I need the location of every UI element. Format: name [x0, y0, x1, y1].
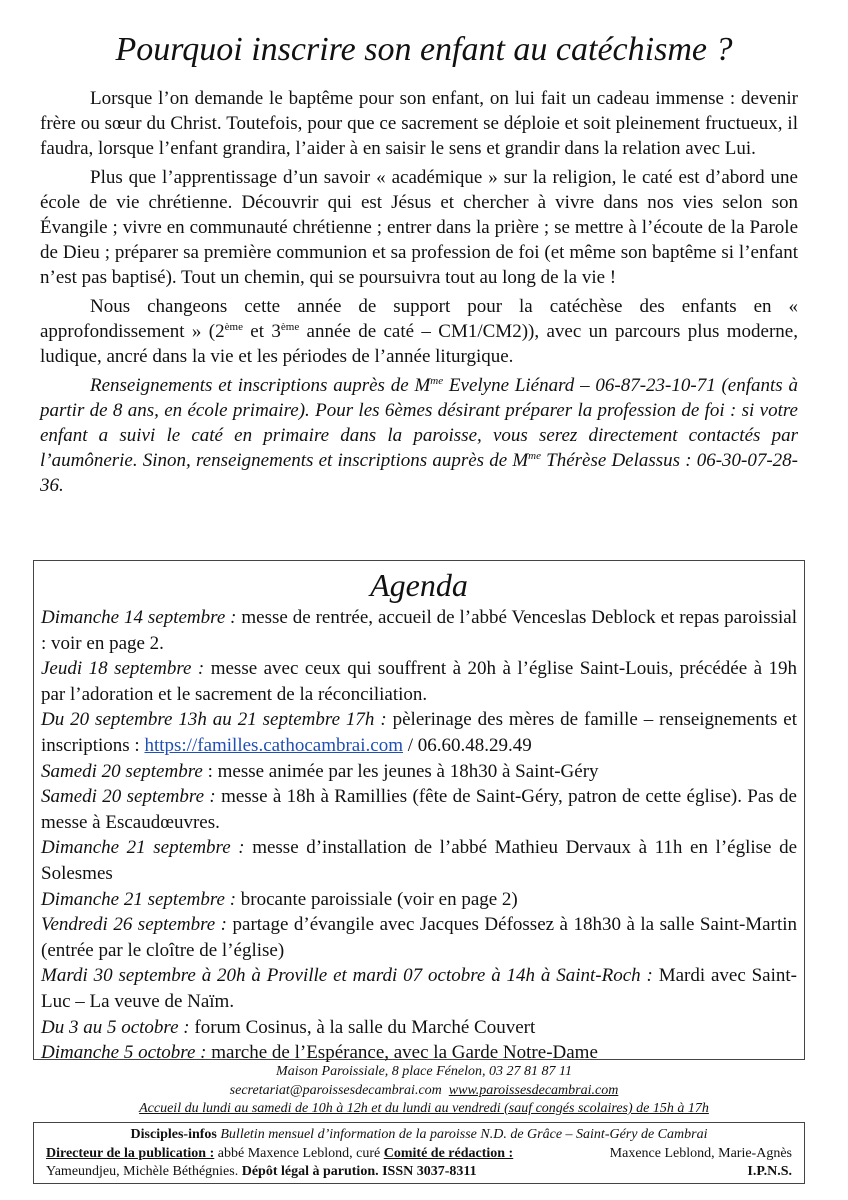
intro-paragraph: Lorsque l’on demande le baptême pour son enfant, on lui fait un cadeau immense : devenir frère ou sœur du Christ. Toutefois, pour que ce sacrement se déploie et soit pleinement fructueux, il faudra, lorsque l’enfant grandira, l’aider à en saisir le sens et grandir dans la relation avec Lui. [40, 88, 798, 159]
agenda-date: Dimanche 5 octobre : [41, 1042, 207, 1064]
parish-contact [0, 1063, 848, 1119]
agenda-description: forum Cosinus, à la salle du Marché Couvert [189, 1016, 536, 1038]
superscript: ème [280, 321, 300, 333]
agenda-description: Mardi avec Saint-Luc – La veuve de Naïm. [41, 965, 797, 1012]
colophon-box [33, 1122, 805, 1184]
superscript: me [430, 375, 444, 387]
agenda-date: Dimanche 21 septembre : [41, 888, 237, 910]
contact-line [0, 1082, 848, 1101]
registration-info [40, 373, 798, 498]
agenda-date: Du 20 septembre 13h au 21 septembre 17h : [41, 709, 387, 731]
publication-line [46, 1126, 792, 1145]
agenda-description: brocante paroissiale (voir en page 2) [236, 888, 518, 910]
committee-members: Maxence Leblond, Marie-Agnès [609, 1145, 792, 1161]
website-link[interactable]: www.paroissesdecambrai.com [448, 1082, 619, 1098]
legal-line [46, 1163, 792, 1182]
agenda-description: messe d’installation de l’abbé Mathieu Dervaux à 11h en l’église de Solesmes [41, 837, 797, 884]
text-run: Nous changeons cette année de support pour la catéchèse des enfants en « approfondissement » (2 [40, 296, 798, 342]
agenda-item [41, 784, 797, 835]
ipns-label: I.P.N.S. [747, 1164, 792, 1179]
agenda-phone: / 06.60.48.29.49 [403, 734, 532, 756]
agenda-item [41, 1015, 797, 1041]
agenda-list [41, 605, 797, 1066]
agenda-description: messe de rentrée, accueil de l’abbé Venceslas Deblock et repas paroissial : voir en page 2. [41, 607, 797, 654]
editorial-line [46, 1145, 792, 1164]
director-label: Directeur de la publication : [46, 1145, 215, 1161]
intro-paragraph [40, 294, 798, 369]
agenda-item [41, 963, 797, 1014]
director-name: abbé Maxence Leblond, curé [214, 1145, 384, 1161]
agenda-date: Dimanche 14 septembre : [41, 607, 237, 628]
superscript: me [528, 450, 541, 462]
email-address[interactable]: secretariat@paroissesdecambrai.com [229, 1082, 442, 1098]
publication-name: Disciples-infos [130, 1127, 217, 1142]
text-run: Renseignements et inscriptions auprès de M [90, 375, 431, 396]
agenda-date: Dimanche 21 septembre : [41, 837, 245, 859]
agenda-item [41, 707, 797, 758]
agenda-date: Vendredi 26 septembre : [41, 914, 228, 936]
committee-members-cont: Yameundjeu, Michèle Béthégnies. [46, 1164, 242, 1179]
agenda-description: : messe animée par les jeunes à 18h30 à Saint-Géry [202, 760, 599, 782]
agenda-date: Jeudi 18 septembre : [41, 658, 205, 680]
legal-group [46, 1163, 477, 1182]
page-title: Pourquoi inscrire son enfant au catéchisme ? [115, 31, 733, 68]
agenda-date: Mardi 30 septembre à 20h à Proville et mardi 07 octobre à 14h à Saint-Roch : [41, 965, 653, 987]
text-run: et 3 [242, 321, 281, 342]
familles-link[interactable]: https://familles.cathocambrai.com [144, 734, 403, 756]
agenda-item [41, 656, 797, 707]
intro-paragraph: Plus que l’apprentissage d’un savoir « académique » sur la religion, le caté est d’abord une école de vie chrétienne. Découvrir qui est Jésus et chercher à vivre dans nos vies selon son Évangile ; vivre en communauté chrétienne ; entrer dans la prière ; se mettre à l’écoute de la Parole de Dieu ; préparer sa première communion et sa profession de foi (et même son baptême si l’enfant n’est pas baptisé). Tout un chemin, qui se poursuivra tout au long de la vie ! [40, 167, 798, 288]
agenda-item [41, 1040, 797, 1066]
legal-deposit: Dépôt légal à parution. ISSN 3037-8311 [241, 1164, 477, 1179]
opening-hours: Accueil du lundi au samedi de 10h à 12h et du lundi au vendredi (sauf congés scolaires) de 15h à 17h [139, 1101, 709, 1116]
parish-address: Maison Paroissiale, 8 place Fénelon, 03 27 81 87 11 [276, 1064, 572, 1079]
agenda-date: Samedi 20 septembre : [41, 786, 216, 808]
agenda-item [41, 912, 797, 963]
agenda-date: Samedi 20 septembre [41, 760, 203, 782]
agenda-item [41, 835, 797, 886]
agenda-item [41, 605, 797, 656]
agenda-description: partage d’évangile avec Jacques Défossez à 18h30 à la salle Saint-Martin (entrée par le cloître de l’église) [41, 914, 797, 961]
text-run: année de caté – CM1/CM2)), avec un parcours plus moderne, ludique, ancré dans la vie et les périodes de l’année liturgique. [40, 321, 798, 367]
agenda-title: Agenda [370, 567, 468, 603]
agenda-description: marche de l’Espérance, avec la Garde Notre-Dame [206, 1042, 598, 1064]
agenda-date: Du 3 au 5 octobre : [41, 1016, 190, 1038]
publication-description: Bulletin mensuel d’information de la paroisse N.D. de Grâce – Saint-Géry de Cambrai [216, 1127, 708, 1142]
text-run: Thérèse Delassus : 06-30-07-28-36. [40, 450, 799, 496]
committee-label: Comité de rédaction : [383, 1145, 514, 1161]
intro-text [40, 86, 798, 502]
agenda-description: messe avec ceux qui souffrent à 20h à l’église Saint-Louis, précédée à 19h par l’adoration et le sacrement de la réconciliation. [41, 658, 797, 705]
director-group [46, 1145, 513, 1164]
agenda-description: messe à 18h à Ramillies (fête de Saint-Géry, patron de cette église). Pas de messe à Escaudœuvres. [41, 786, 797, 833]
agenda-item [41, 759, 797, 785]
agenda-item [41, 887, 797, 913]
superscript: ème [224, 321, 243, 333]
text-run: Evelyne Liénard – 06-87-23-10-71 (enfants à partir de 8 ans, en école primaire). Pour les 6èmes désirant préparer la profession de foi : si votre enfant a suivi le caté en primaire dans la paroisse, vous serez directement contactés par l’aumônerie. Sinon, renseignements et inscriptions auprès de M [40, 375, 798, 471]
agenda-description: pèlerinage des mères de famille – renseignements et inscriptions : [41, 709, 797, 756]
agenda-box [33, 560, 805, 1064]
